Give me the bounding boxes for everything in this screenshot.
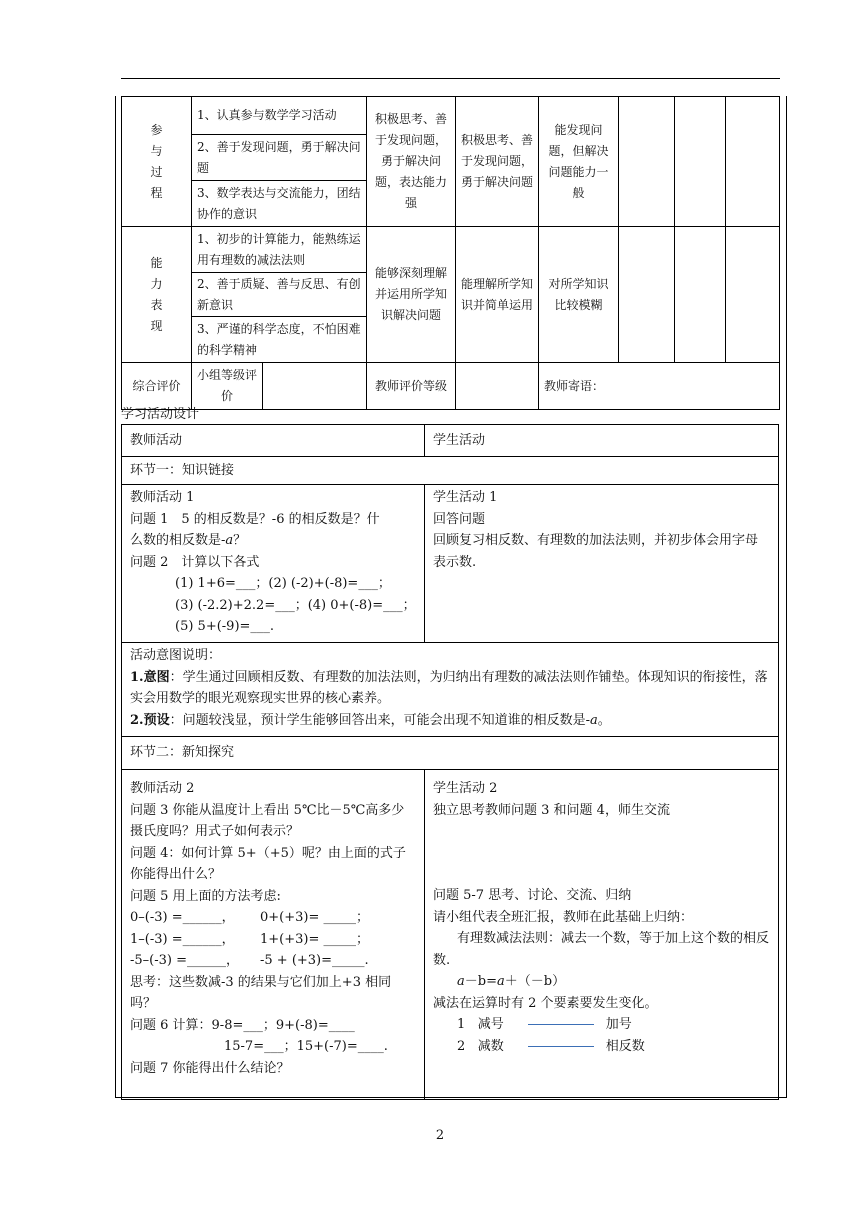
group-evaluation-label: 小组等级评价 <box>192 363 263 409</box>
teacher-message-label: 教师寄语： <box>539 363 780 410</box>
teacher-evaluation-value[interactable] <box>456 363 539 410</box>
evaluation-table <box>121 96 780 410</box>
score-cell[interactable] <box>619 227 675 363</box>
category-ability: 能 力 表 现 <box>122 227 192 363</box>
student-activity-1: 学生活动 1 回答问题 回顾复习相反数、有理数的加法法则，并初步体会用字母表示数. <box>425 485 779 643</box>
activity-table <box>121 424 779 1100</box>
group-evaluation-value[interactable] <box>263 363 366 409</box>
subtraction-formula: a－b=a＋（－b） <box>457 974 566 989</box>
teacher-activity-2: 教师活动 2 问题 3 你能从温度计上看出 5℃比－5℃高多少摄氏度吗？用式子如何表示？ 问题 4：如何计算 5+（+5）呢？由上面的式子你能得出什么？ 问题 5 用上面的方法考虑: 0–(-3) =______， 0+(+3)= _____； 1–(-3) =______， 1+(+3)= _____； -5–(-3) =______， -5 + (+3)=_____. 思考：这些数减-3 的结果与它们加上+3 相同吗？ 问题 6 计算：9-8=___；9+(-8)=____ 15-7=___；15+(-7)=____. 问题 7 你能得出什么结论？ <box>122 770 425 1100</box>
summary-label: 综合评价 <box>122 363 192 410</box>
outer-border-left <box>115 96 116 1098</box>
category-participation: 参 与 过 程 <box>122 97 192 227</box>
teacher-evaluation-label: 教师评价等级 <box>367 363 456 410</box>
connector-line <box>528 1046 594 1047</box>
level-b-cell: 积极思考、善于发现问题，勇于解决问题 <box>456 97 539 227</box>
column-header-student: 学生活动 <box>425 425 779 457</box>
outer-border-right <box>786 96 787 1098</box>
score-cell[interactable] <box>726 227 780 363</box>
level-b-cell: 能理解所学知识并简单运用 <box>456 227 539 363</box>
column-header-teacher: 教师活动 <box>122 425 425 457</box>
student-activity-2: 学生活动 2 独立思考教师问题 3 和问题 4，师生交流 问题 5-7 思考、讨论、交流、归纳 请小组代表全班汇报，教师在此基础上归纳： 有理数减法法则：减去一个数，等于加上这个数的相反数. a－b=a＋（－b） 减法在运算时有 2 个要素要发生变化。 1 减号 加号 2 减数 相反数 <box>425 770 779 1100</box>
stage-two-header: 环节二：新知探究 <box>122 737 779 770</box>
teacher-activity-1: 教师活动 1 问题 1 5 的相反数是？-6 的相反数是？什 么数的相反数是-a？ 问题 2 计算以下各式 (1) 1+6=___；(2) (-2)+(-8)=___； (3) (-2.2)+2.2=___；(4) 0+(-8)=___； (5) 5+(-9)=___. <box>122 485 425 643</box>
criterion-cell: 1、认真参与数学学习活动 <box>192 97 367 135</box>
change-row-1: 1 减号 加号 <box>457 1017 632 1032</box>
connector-line <box>528 1024 594 1025</box>
stage-one-header: 环节一：知识链接 <box>122 457 779 485</box>
level-c-cell: 能发现问题，但解决问题能力一般 <box>539 97 619 227</box>
score-cell[interactable] <box>726 97 780 227</box>
page-number: 2 <box>435 1128 445 1143</box>
criterion-cell: 2、善于质疑、善与反思、有创新意识 <box>192 273 367 317</box>
change-row-2: 2 减数 相反数 <box>457 1038 645 1054</box>
criterion-cell: 2、善于发现问题，勇于解决问题 <box>192 135 367 181</box>
level-a-cell: 积极思考、善于发现问题，勇于解决问题，表达能力强 <box>367 97 456 227</box>
activity-intent: 活动意图说明： 1.意图：学生通过回顾相反数、有理数的加法法则，为归纳出有理数的减法法则作铺垫。体现知识的衔接性，落实会用数学的眼光观察现实世界的核心素养。 2.预设：问题较浅显，预计学生能够回答出来，可能会出现不知道谁的相反数是-a。 <box>122 643 779 737</box>
score-cell[interactable] <box>619 97 675 227</box>
header-rule <box>121 78 780 79</box>
level-c-cell: 对所学知识比较模糊 <box>539 227 619 363</box>
criterion-cell: 3、数学表达与交流能力，团结协作的意识 <box>192 181 367 227</box>
score-cell[interactable] <box>675 227 726 363</box>
criterion-cell: 1、初步的计算能力，能熟练运用有理数的减法法则 <box>192 227 367 273</box>
section-title: 学习活动设计 <box>121 407 200 422</box>
level-a-cell: 能够深刻理解并运用所学知识解决问题 <box>367 227 456 363</box>
score-cell[interactable] <box>675 97 726 227</box>
criterion-cell: 3、严谨的科学态度，不怕困难的科学精神 <box>192 317 367 363</box>
